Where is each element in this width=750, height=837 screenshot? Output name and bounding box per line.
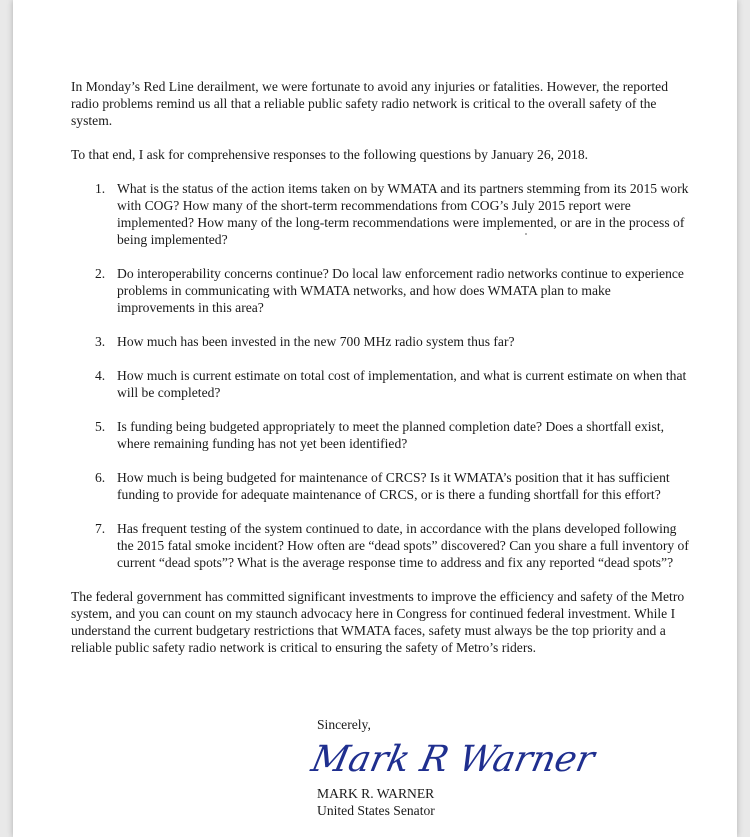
question-number: 2. [95, 266, 106, 281]
question-text: How much has been invested in the new 700 MHz radio system thus far? [117, 334, 515, 349]
handwritten-signature [307, 737, 599, 783]
question-item [71, 367, 691, 401]
signature-glyphs: Mark R Warner [307, 737, 599, 780]
question-number: 7. [95, 521, 106, 536]
question-item [71, 265, 691, 316]
question-number: 3. [95, 334, 106, 349]
question-item [71, 180, 691, 248]
question-text: Do interoperability concerns continue? Do local law enforcement radio networks continue to experience problems in communicating with WMATA networks, and how does WMATA plan to make improvements in this area? [117, 266, 684, 315]
question-item [71, 469, 691, 503]
signer-name: MARK R. WARNER [317, 786, 435, 801]
question-item [71, 418, 691, 452]
letter-page [13, 0, 737, 837]
question-number: 6. [95, 470, 106, 485]
question-text: Has frequent testing of the system continued to date, in accordance with the plans developed following the 2015 fatal smoke incident? How often are “dead spots” discovered? Can you share a full inventory of current “dead spots”? What is the average response time to address and fix any reported “dead spots”? [117, 521, 689, 570]
signature-block [307, 716, 637, 819]
question-text: How much is being budgeted for maintenance of CRCS? Is it WMATA’s position that it has sufficient funding to provide for adequate maintenance of CRCS, or is there a funding shortfall for this effort? [117, 470, 670, 502]
question-number: 5. [95, 419, 106, 434]
intro-paragraph: In Monday’s Red Line derailment, we were fortunate to avoid any injuries or fatalities. However, the reported radio problems remind us all that a reliable public safety radio network is critical to the overall safety of the system. [71, 79, 669, 128]
signer-title: United States Senator [317, 803, 435, 818]
question-text: Is funding being budgeted appropriately to meet the planned completion date? Does a shortfall exist, where remaining funding has not yet been identified? [117, 419, 664, 451]
question-number: 1. [95, 181, 106, 196]
question-item [71, 520, 691, 571]
letter-body [71, 78, 691, 656]
question-text: What is the status of the action items taken on by WMATA and its partners stemming from its 2015 work with COG? How many of the short-term recommendations from COG’s July 2015 report were implemented? How many of the long-term recommendations were implemented, or are in the process of being implemented? [117, 181, 689, 247]
question-number: 4. [95, 368, 106, 383]
question-text: How much is current estimate on total cost of implementation, and what is current estimate on when that will be completed? [117, 368, 687, 400]
request-paragraph: To that end, I ask for comprehensive responses to the following questions by January 26, 2018. [71, 147, 589, 162]
sign-off: Sincerely, [317, 717, 371, 732]
scan-speck [525, 233, 527, 235]
closing-paragraph: The federal government has committed significant investments to improve the efficiency and safety of the Metro system, and you can count on my staunch advocacy here in Congress for continued federal investment. While I understand the current budgetary restrictions that WMATA faces, safety must always be the top priority and a reliable public safety radio network is critical to ensuring the safety of Metro’s riders. [71, 589, 685, 655]
question-item [71, 333, 691, 350]
question-list [71, 180, 691, 571]
